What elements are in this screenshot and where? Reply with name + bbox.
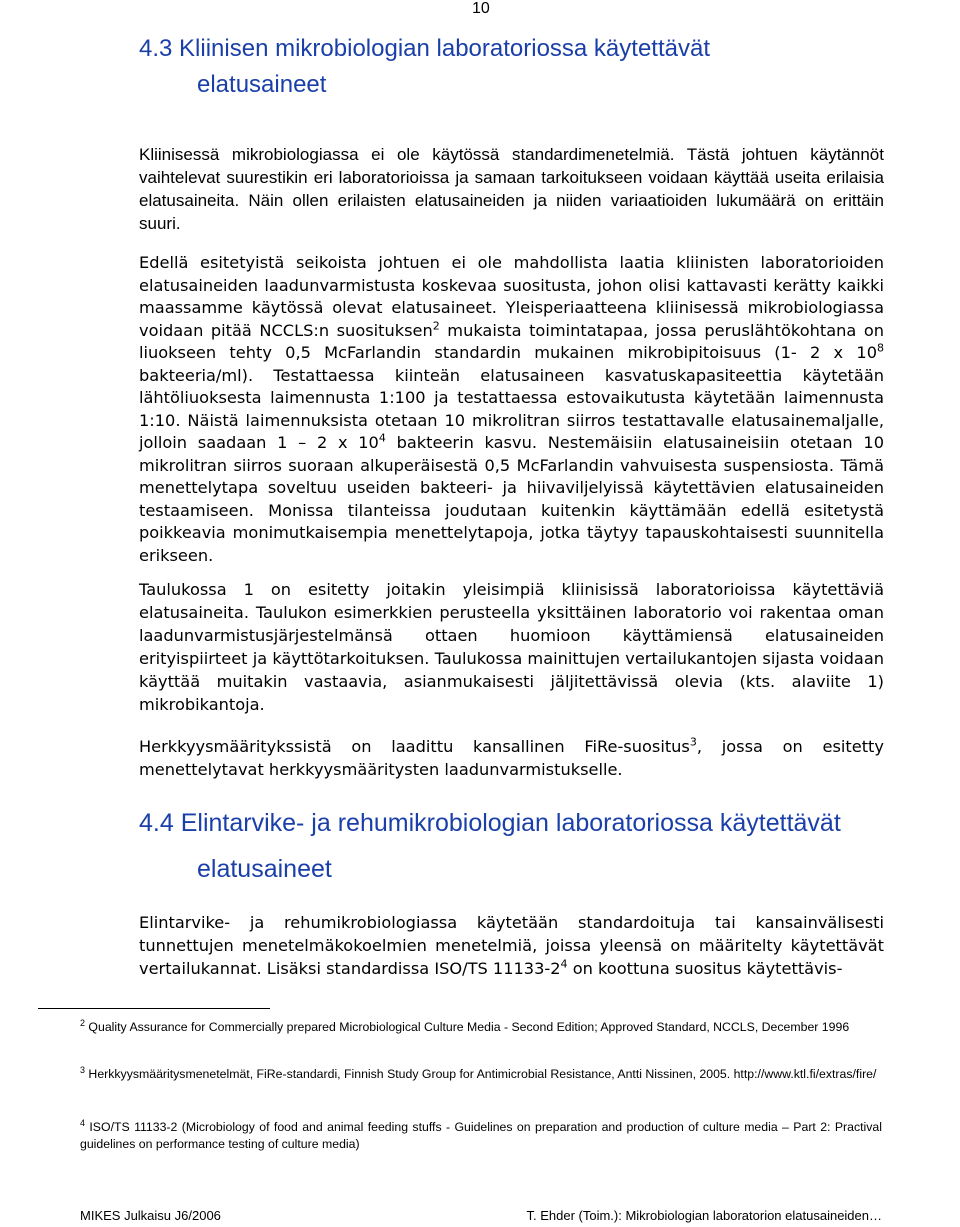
footnote-text: Quality Assurance for Commercially prepared Microbiological Culture Media - Second Edition; Approved Standard, NCCLS, December 1996 [85,1020,850,1034]
section-heading-4-3 [139,31,710,103]
paragraph-table-reference: Taulukossa 1 on esitetty joitakin yleisimpiä kliinisissä laboratorioissa käytettäviä elatusaineita. Taulukon esimerkkien perusteella yksittäinen laboratorio voi rakentaa oman laadunvarmistusjärjestelmänsä ottaen huomioon käyttämiensä elatusaineiden erityispiirteet ja käyttötarkoituksen. Taulukossa mainittujen vertailukantojen sijasta voidaan käyttää muitakin vastaavia, asianmukaisesti jäljitettävissä olevia (kts. alaviite 1) mikrobikantoja. [139,580,884,714]
section-title-line1: Elintarvike- ja rehumikrobiologian laboratoriossa käytettävät [180,809,841,837]
paragraph-intro: Kliinisessä mikrobiologiassa ei ole käytössä standardimenetelmiä. Tästä johtuen käytännöt vaihtelevat suurestikin eri laboratorioissa ja samaan tarkoitukseen voidaan käyttää useita erilaisia elatusaineita. Näin ollen erilaisten elatusaineiden ja niiden variaatioiden lukumäärä on erittäin suuri. [139,145,884,233]
footnote-3 [80,1066,882,1083]
section-number: 4.3 [139,35,173,62]
paragraph-guidelines [139,252,884,567]
footnote-text: ISO/TS 11133-2 (Microbiology of food and animal feeding stuffs - Guidelines on preparation and production of culture media – Part 2: Practival guidelines on performance testing of culture media) [80,1120,882,1151]
text-run: Edellä esitetyistä seikoista johtuen ei ole mahdollista laatia kliinisten laboratorioiden elatusaineiden laadunvarmistusta koskevaa suositusta, johon olisi kattavasti kerätty kaikki maassamme käytössä olevat elatusaineet. Yleisperiaatteena kliinisessä mikrobiologiassa voidaan pitää NCCLS:n suosituksen [139,253,884,340]
text-run: , jossa on esitetty menettelytavat herkkyysmääritysten laadunvarmistukselle. [139,737,884,779]
footer-publication: MIKES Julkaisu J6/2006 [80,1208,221,1223]
section-number: 4.4 [139,809,174,837]
section-title-line2: elatusaineet [197,855,332,883]
page-number: 10 [472,0,490,17]
footer-title: T. Ehder (Toim.): Mikrobiologian laboratorion elatusaineiden… [526,1208,882,1223]
paragraph-fire-recommendation [139,735,884,781]
footnote-2 [80,1019,882,1036]
section-title-line2: elatusaineet [197,71,327,98]
exponent: 4 [378,431,386,445]
footnote-ref: 3 [689,735,697,749]
section-heading-4-4 [139,800,841,892]
paragraph-food-feed [139,911,884,980]
footnote-ref: 4 [560,957,568,971]
footnote-mark: 2 [80,1017,86,1028]
text-run: mukaista toimintatapaa, jossa peruslähtökohtana on liuokseen tehty 0,5 McFarlandin standardin mukainen mikrobipitoisuus (1- 2 x 10 [139,320,884,362]
text-run: bakteeria/ml). Testattaessa kiinteän elatusaineen kasvatuskapasiteettia käytetään lähtöliuoksesta laimennusta 1:100 ja testattaessa estovaikutusta käytetään laimennusta 1:10. Näistä laimennuksista otetaan 10 mikrolitran siirros testattavalle elatusainemaljalle, jolloin saadaan 1 – 2 x 10 [139,365,884,452]
text-run: Elintarvike- ja rehumikrobiologiassa käytetään standardoituja tai kansainvälisesti tunnettujen menetelmäkokoelmien menetelmiä, joissa yleensä on määritelty käytettävät vertailukannat. Lisäksi standardissa ISO/TS 11133-2 [139,913,884,978]
footnote-mark: 4 [80,1117,86,1128]
text-run: bakteerin kasvu. Nestemäisiin elatusaineisiin otetaan 10 mikrolitran siirros suoraan alkuperäisestä 0,5 McFarlandin vahvuisesta suspensiosta. Tämä menettelytapa soveltuu useiden bakteeri- ja hiivaviljelyissä käytettävien elatusaineiden testaamiseen. Monissa tilanteissa joudutaan kuitenkin käyttämään edellä esitetystä poikkeavia monimutkaisempia menettelytapoja, jotka täytyy tapauskohtaisesti suunnitella erikseen. [139,433,885,565]
exponent: 8 [877,341,884,355]
footnote-4 [80,1119,882,1153]
text-run: Herkkyysmääritykssistä on laadittu kansallinen FiRe-suositus [139,737,690,756]
footnote-mark: 3 [80,1064,86,1075]
footnote-ref: 2 [432,319,440,333]
text-run: on koottuna suositus käytettävis- [567,959,843,978]
section-title-line1: Kliinisen mikrobiologian laboratoriossa käytettävät [179,35,710,62]
footnote-divider [38,1008,270,1009]
footnote-text: Herkkyysmääritysmenetelmät, FiRe-standardi, Finnish Study Group for Antimicrobial Resistance, Antti Nissinen, 2005. http://www.ktl.fi/extras/fire/ [85,1067,877,1081]
